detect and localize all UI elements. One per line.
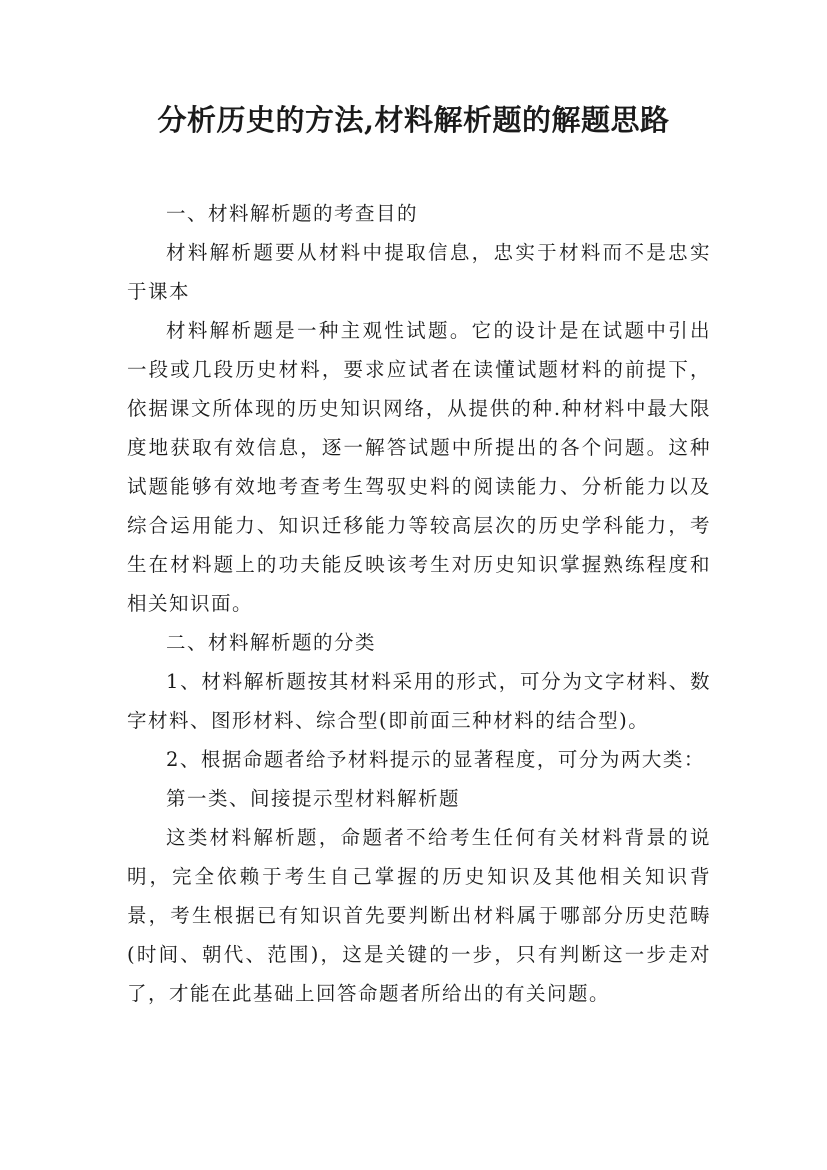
paragraph: 2、根据命题者给予材料提示的显著程度，可分为两大类： bbox=[166, 748, 705, 771]
paragraph: 材料解析题要从材料中提取信息，忠实于材料而不是忠实于课本 bbox=[127, 241, 711, 303]
subsection-heading: 第一类、间接提示型材料解析题 bbox=[166, 787, 461, 810]
section-heading-1: 一、材料解析题的考查目的 bbox=[166, 202, 419, 225]
document-body bbox=[127, 194, 711, 1013]
section-heading-2: 二、材料解析题的分类 bbox=[166, 631, 377, 654]
paragraph: 1、材料解析题按其材料采用的形式，可分为文字材料、数字材料、图形材料、综合型(即前面三种材料的结合型)。 bbox=[127, 670, 711, 732]
paragraph: 这类材料解析题，命题者不给考生任何有关材料背景的说明，完全依赖于考生自己掌握的历史知识及其他相关知识背景，考生根据已有知识首先要判断出材料属于哪部分历史范畴(时间、朝代、范围)，这是关键的一步，只有判断这一步走对了，才能在此基础上回答命题者所给出的有关问题。 bbox=[127, 826, 711, 1005]
document-title: 分析历史的方法,材料解析题的解题思路 bbox=[157, 103, 670, 137]
paragraph: 材料解析题是一种主观性试题。它的设计是在试题中引出一段或几段历史材料，要求应试者在读懂试题材料的前提下，依据课文所体现的历史知识网络，从提供的种.种材料中最大限度地获取有效信息，逐一解答试题中所提出的各个问题。这种试题能够有效地考查考生驾驭史料的阅读能力、分析能力以及综合运用能力、知识迁移能力等较高层次的历史学科能力，考生在材料题上的功夫能反映该考生对历史知识掌握熟练程度和相关知识面。 bbox=[127, 319, 711, 615]
